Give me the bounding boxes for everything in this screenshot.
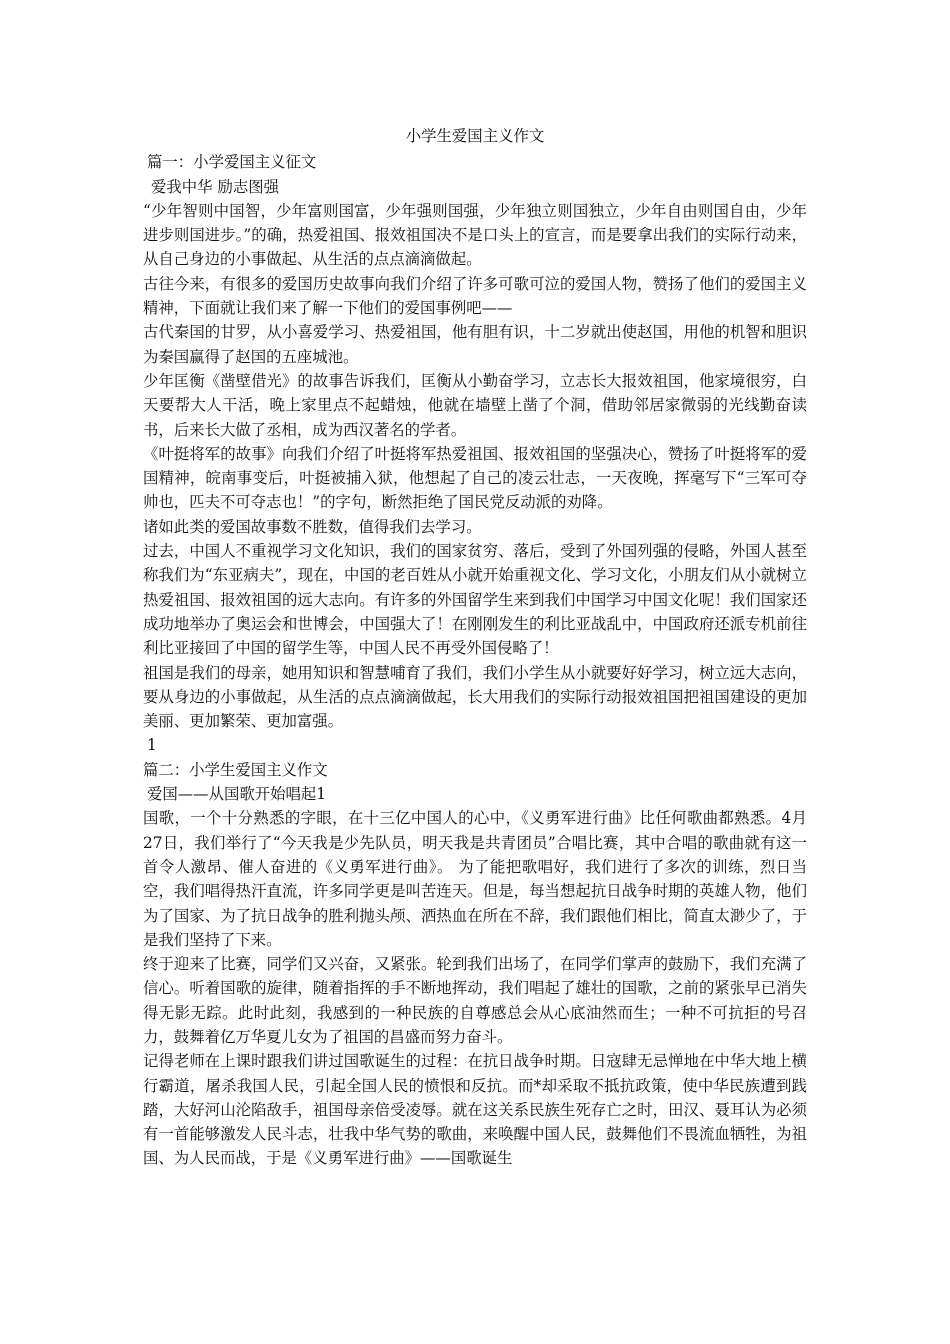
section-1-paragraph: 祖国是我们的母亲，她用知识和智慧哺育了我们，我们小学生从小就要好好学习，树立远大志向，要从身边的小事做起，从生活的点点滴滴做起，长大用我们的实际行动报效祖国把祖国建设的更加美丽、更加繁荣、更加富强。 [143,663,807,731]
section-1-paragraph: “少年智则中国智，少年富则国富，少年强则国强，少年独立则国独立，少年自由则国自由，少年进步则国进步。”的确，热爱祖国、报效祖国决不是口头上的宣言，而是要拿出我们的实际行动来，从自己身边的小事做起、从生活的点点滴滴做起。 [143,201,807,269]
section-1-paragraph: 少年匡衡《凿壁借光》的故事告诉我们，匡衡从小勤奋学习，立志长大报效祖国，他家境很穷，白天要帮大人干活，晚上家里点不起蜡烛，他就在墙壁上凿了个洞，借助邻居家微弱的光线勤奋读书，后来长大做了丞相，成为西汉著名的学者。 [143,371,807,439]
document-title: 小学生爱国主义作文 [405,127,545,145]
section-1-paragraph: 过去，中国人不重视学习文化知识，我们的国家贫穷、落后，受到了外国列强的侵略，外国人甚至称我们为“东亚病夫”，现在，中国的老百姓从小就开始重视文化、学习文化，小朋友们从小就树立热爱祖国、报效祖国的远大志向。有许多的外国留学生来到我们中国学习中国文化呢！我们国家还成功地举办了奥运会和世博会，中国强大了！在刚刚发生的利比亚战乱中，中国政府还派专机前往利比亚接回了中国的留学生等，中国人民不再受外国侵略了！ [143,542,807,658]
section-2-subtitle: 爱国——从国歌开始唱起1 [147,785,327,804]
document-body [143,122,807,1171]
section-1-paragraph: 古代秦国的甘罗，从小喜爱学习、热爱祖国，他有胆有识，十二岁就出使赵国，用他的机智和胆识为秦国赢得了赵国的五座城池。 [143,323,807,366]
section-1-subtitle: 爱我中华 励志图强 [151,177,280,196]
section-2-paragraph: 终于迎来了比赛，同学们又兴奋，又紧张。轮到我们出场了，在同学们掌声的鼓励下，我们充满了信心。听着国歌的旋律，随着指挥的手不断地挥动，我们唱起了雄壮的国歌，之前的紧张早已消失得无影无踪。此时此刻，我感到的一种民族的自尊感总会从心底油然而生；一种不可抗拒的号召力，鼓舞着亿万华夏儿女为了祖国的昌盛而努力奋斗。 [143,955,807,1046]
section-2-paragraph: 记得老师在上课时跟我们讲过国歌诞生的过程：在抗日战争时期。日寇肆无忌惮地在中华大地上横行霸道，屠杀我国人民，引起全国人民的愤恨和反抗。而*却采取不抵抗政策，使中华民族遭到践踏，大好河山沦陷敌手，祖国母亲倍受凌辱。就在这关系民族生死存亡之时，田汉、聂耳认为必须有一首能够激发人民斗志，壮我中华气势的歌曲，来唤醒中国人民，鼓舞他们不畏流血牺牲，为祖国、为人民而战，于是《义勇军进行曲》——国歌诞生 [143,1052,807,1168]
section-2-heading: 篇二：小学生爱国主义作文 [143,760,328,779]
page-number: 1 [147,736,157,755]
section-1-paragraph: 古往今来，有很多的爱国历史故事向我们介绍了许多可歌可泣的爱国人物，赞扬了他们的爱国主义精神，下面就让我们来了解一下他们的爱国事例吧—— [143,274,807,318]
section-1-paragraph: 诸如此类的爱国故事数不胜数，值得我们去学习。 [143,517,482,536]
section-1-heading: 篇一：小学爱国主义征文 [147,153,317,172]
section-2-paragraph: 国歌，一个十分熟悉的字眼，在十三亿中国人的心中，《义勇军进行曲》比任何歌曲都熟悉。4月27日，我们举行了“今天我是少先队员，明天我是共青团员”合唱比赛，其中合唱的歌曲就有这一首令人激昂、催人奋进的《义勇军进行曲》。 为了能把歌唱好，我们进行了多次的训练，烈日当空，我们唱得热汗直流，许多同学更是叫苦连天。但是，每当想起抗日战争时期的英雄人物，他们为了国家、为了抗日战争的胜利抛头颅、洒热血在所在不辞，我们跟他们相比，简直太渺少了，于是我们坚持了下来。 [143,809,807,949]
section-1-paragraph: 《叶挺将军的故事》向我们介绍了叶挺将军热爱祖国、报效祖国的坚强决心，赞扬了叶挺将军的爱国精神，皖南事变后，叶挺被捕入狱，他想起了自己的凌云壮志，一天夜晚，挥毫写下“三军可夺帅也，匹夫不可夺志也！”的字句，断然拒绝了国民党反动派的劝降。 [143,444,807,512]
